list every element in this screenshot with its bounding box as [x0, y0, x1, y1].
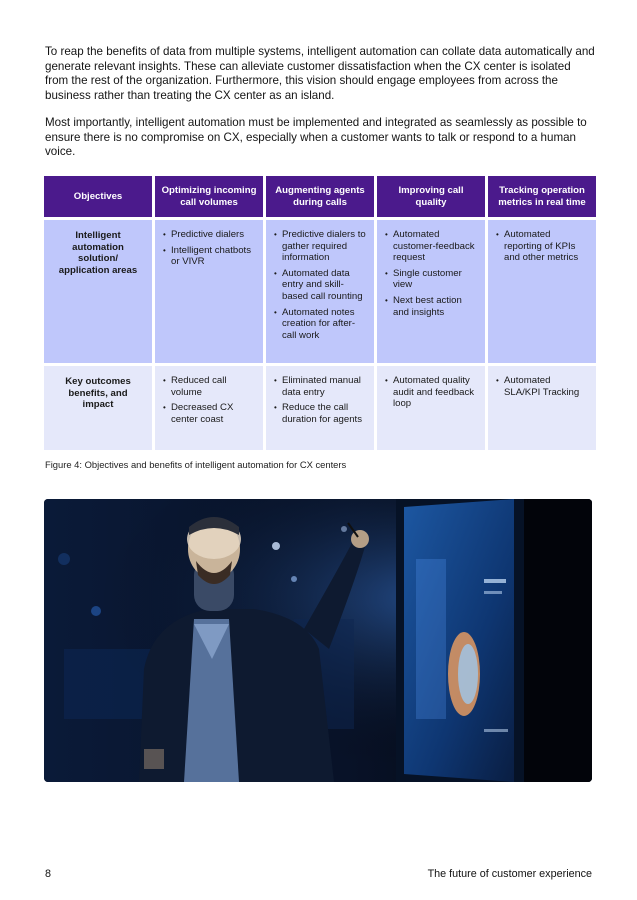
list-item: • Automated quality audit and feedback loop	[385, 375, 477, 410]
row-label: Intelligent automation solution/ application areas	[44, 220, 152, 366]
figure-caption: Figure 4: Objectives and benefits of intelligent automation for CX centers	[45, 459, 347, 470]
list-item: • Automated data entry and skill-based call rounting	[274, 268, 366, 303]
document-title: The future of customer experience	[427, 868, 592, 880]
list-item: • Predictive dialers to gather required information	[274, 229, 366, 264]
man-pointing-at-data-screen-photo	[44, 499, 592, 782]
row-label: Key outcomes benefits, and impact	[44, 366, 152, 450]
table-header-cell: Optimizing incoming call volumes	[155, 176, 263, 220]
list-item: • Reduced call volume	[163, 375, 255, 398]
table-cell	[155, 220, 263, 366]
page-number: 8	[45, 868, 52, 880]
table-cell	[377, 366, 485, 450]
list-item: • Decreased CX center coast	[163, 402, 255, 425]
list-item: • Single customer view	[385, 268, 477, 291]
list-item: • Automated customer-feedback request	[385, 229, 477, 264]
table-cell	[488, 366, 596, 450]
list-item: • Eliminated manual data entry	[274, 375, 366, 398]
list-item: • Next best action and insights	[385, 295, 477, 318]
table-header-cell: Objectives	[44, 176, 152, 220]
table-header-cell: Tracking operation metrics in real time	[488, 176, 596, 220]
table-row	[44, 366, 596, 450]
list-item: • Automated reporting of KPIs and other metrics	[496, 229, 588, 264]
table-cell	[155, 366, 263, 450]
list-item: • Predictive dialers	[163, 229, 255, 241]
intro-paragraph: To reap the benefits of data from multiple systems, intelligent automation can collate data automatically and generate relevant insights. These can alleviate customer dissatisfaction when the CX center is isolated from the rest of the organization. Furthermore, this vision should engage employees from across the business rather than treating the CX center as an island.	[45, 45, 595, 102]
table-cell	[266, 366, 374, 450]
list-item: • Intelligent chatbots or VIVR	[163, 245, 255, 268]
table-cell	[266, 220, 374, 366]
list-item: • Reduce the call duration for agents	[274, 402, 366, 425]
table-cell	[488, 220, 596, 366]
importance-paragraph: Most importantly, intelligent automation must be implemented and integrated as seamlessly as possible to ensure there is no compromise on CX, especially when a customer wants to talk or respond to a human voice.	[45, 116, 587, 159]
table-header-cell: Augmenting agents during calls	[266, 176, 374, 220]
list-item: • Automated SLA/KPI Tracking	[496, 375, 588, 398]
table-cell	[377, 220, 485, 366]
list-item: • Automated notes creation for after-call work	[274, 307, 366, 342]
objectives-table	[41, 176, 599, 450]
table-row	[44, 220, 596, 366]
table-header-cell: Improving call quality	[377, 176, 485, 220]
